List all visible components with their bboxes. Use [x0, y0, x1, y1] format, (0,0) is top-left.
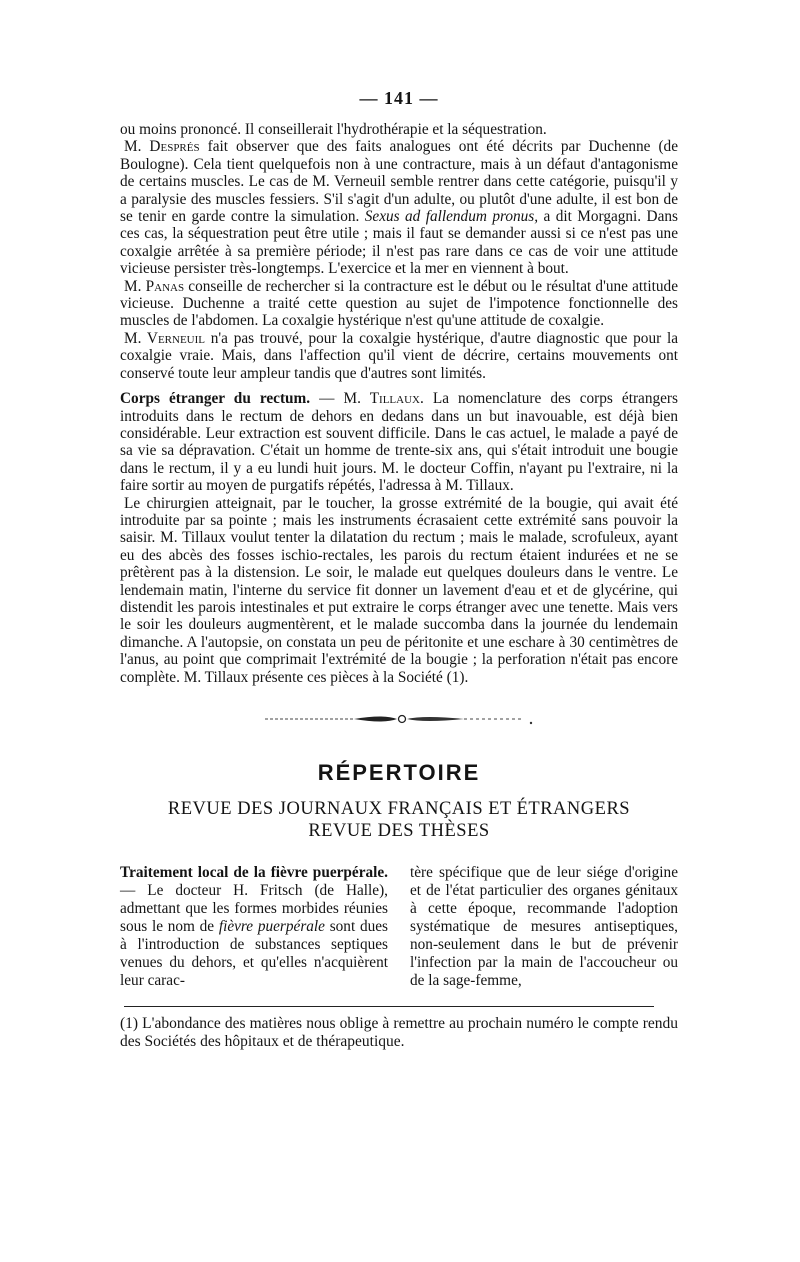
paragraph-verneuil [120, 330, 678, 382]
dash: — [310, 390, 344, 408]
spacer [120, 382, 678, 390]
article-text: sont dues à l'introduction de substances septiques venues du dehors, et qu'elles n'acquièrent leur carac- [120, 918, 388, 989]
latin-quote: Sexus ad fallendum pronus, [364, 208, 539, 226]
paragraph-1: ou moins prononcé. Il conseillerait l'hydrothérapie et la séquestration. [120, 121, 547, 138]
column-left [120, 864, 388, 990]
paragraph-text: conseille de rechercher si la contracture est le début ou le résultat d'une attitude vicieuse. Duchenne a traité cette question au sujet de l'impotence fonctionnelle des muscles de l'abdomen. La coxalgie hystérique n'est qu'une attitude de coxalgie. [120, 277, 678, 330]
article-fritsch [120, 864, 388, 990]
speaker-name: M. Tillaux. [343, 390, 424, 408]
subtitle-revue-journaux: REVUE DES JOURNAUX FRANÇAIS ET ÉTRANGERS [167, 799, 631, 819]
ornament-divider [259, 712, 539, 726]
paragraph-corps-etranger [120, 390, 678, 494]
paragraph-text: La nomenclature des corps étrangers introduits dans le rectum de dehors en dedans dans un but inavouable, est déjà bien considérable. Leur extraction est souvent difficile. Dans le cas actuel, le malade a payé de sa vie sa dépravation. C'était un homme de trente-six ans, qui s'était introduit une bougie dans le rectum, il y a eu lundi huit jours. M. le docteur Coffin, n'ayant pu l'extraire, ni la faire sortir au moyen de purgatifs répétés, l'adressa à M. Tillaux. [120, 390, 678, 495]
article-text: — Le docteur H. Fritsch (de Halle), admettant que les formes morbides réunies sous le nom de [120, 882, 388, 935]
paragraph-chirurgien: Le chirurgien atteignait, par le toucher, la grosse extrémité de la bougie, qui avait été introduite par sa pointe ; mais les instruments écrasaient cette extrémité sans pouvoir la saisir. M. Tillaux voulut tenter la dilatation du rectum ; mais le malade, scrofuleux, ayant eu des abcès des fosses ischio-rectales, les parois du rectum étaient indurées et ne se prêtèrent pas à la distension. Le soir, le malade eut quelques douleurs dans le ventre. Le lendemain matin, l'interne du service fit donner un lavement d'eau et et de glycérine, qui distendit les parois intestinales et put extraire le corps étranger avec une tenette. Mais vers le soir les douleurs augmentèrent, et le malade succomba dans la journée du lendemain dimanche. A l'autopsie, on constata un peu de péritonite et une eschare à 30 centimètres de l'anus, au point que comprimait l'extrémité de la bougie ; la perforation n'était pas encore complète. M. Tillaux présente ces pièces à la Société (1). [120, 494, 678, 686]
speaker-name: M. Verneuil [124, 329, 205, 347]
footnote: (1) L'abondance des matières nous oblige à remettre au prochain numéro le compte rendu des Sociétés des hôpitaux et de thérapeutique. [120, 1015, 678, 1050]
page-number: — 141 — [359, 88, 439, 108]
page-body [120, 88, 678, 1051]
footnote-rule [124, 1006, 654, 1007]
paragraph-text: fait observer que des faits analogues ont été décrits par Duchenne (de Boulogne). Cela tient quelquefois non à une contracture, mais à un défaut d'antagonisme de certains muscles. Le cas de M. Verneuil semble rentrer dans cette catégorie, puisqu'il y a paralysie des muscles fessiers. S'il s'agit d'un adulte, ou plutôt d'une adulte, il est bon de se tenir en garde contre la simulation. [120, 138, 678, 226]
speaker-name: M. Després [124, 138, 200, 156]
subtitle-revue-theses: REVUE DES THÈSES [308, 821, 490, 841]
two-column-text [120, 864, 678, 990]
speaker-name: M. Panas [124, 277, 185, 295]
paragraph-despres [120, 138, 678, 277]
article-continuation: tère spécifique que de leur siége d'origine et de l'état particulier des organes génitaux à cette époque, recommande l'adoption systématique de mesures antiseptiques, non-seulement dans le but de prévenir l'infection par la main de l'accoucheur ou de la sage-femme, [410, 864, 678, 989]
paragraph-text: a dit Morgagni. Dans ces cas, la séquestration peut être utile ; mais il faut se demander aussi si ce n'est pas une coxalgie arrêtée à sa première période; il n'est pas rare dans ce cas de voir une attitude vicieuse persister très-longtemps. L'exercice et la mer en viennent à bout. [120, 208, 678, 278]
column-right [410, 864, 678, 990]
paragraph-text: n'a pas trouvé, pour la coxalgie hystérique, d'autre diagnostic que pour la coxalgie vraie. Mais, dans l'affection qu'il vient de décrire, certains mouvements ont conservé toute leur ampleur tandis que d'autres sont limités. [120, 329, 678, 382]
section-heading: Corps étranger du rectum. [120, 390, 311, 408]
section-title-repertoire: RÉPERTOIRE [317, 760, 481, 785]
italic-term: fièvre puerpérale [218, 918, 325, 935]
paragraph-panas [120, 278, 678, 330]
article-heading: Traitement local de la fièvre puerpérale. [120, 864, 388, 881]
